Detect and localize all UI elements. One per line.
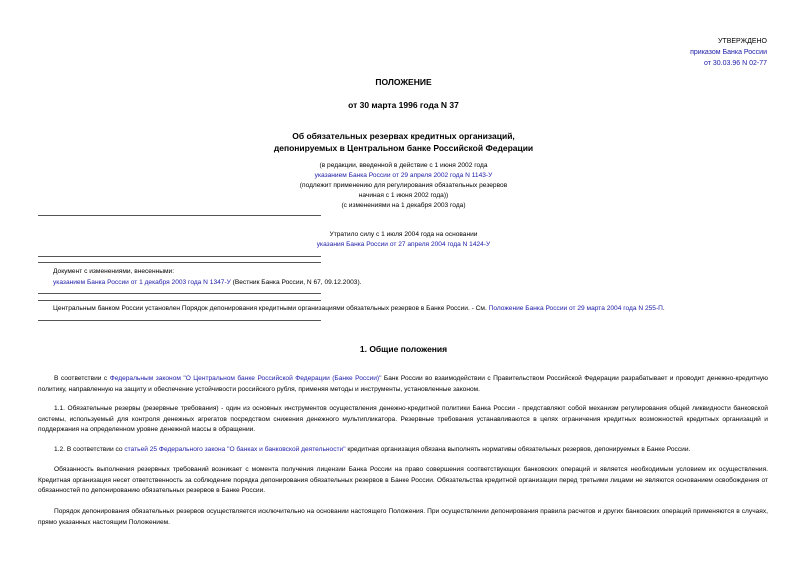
lost-force-link[interactable]: указания Банка России от 27 апреля 2004 года N 1424-У	[316, 241, 491, 248]
divider	[38, 256, 321, 257]
divider	[38, 215, 321, 216]
approved-order-link-line1[interactable]: приказом Банка России	[690, 49, 767, 56]
established-text: Центральным банком России установлен Порядок депонирования кредитными организациями обязательных резервов в Банке России. - См.	[53, 305, 489, 312]
edition-line1: (в редакции, введенной в действие с 1 июня 2002 года	[319, 162, 488, 169]
divider	[38, 320, 321, 321]
paragraph-1	[38, 374, 768, 395]
edition-line5: (с изменениями на 1 декабря 2003 года)	[341, 202, 466, 209]
changes-label: Документ с изменениями, внесенными:	[53, 268, 175, 275]
changes-note	[53, 266, 753, 288]
document-date: от 30 марта 1996 года N 37	[348, 100, 459, 110]
lost-force-note	[0, 230, 807, 250]
approved-order-link-line2[interactable]: от 30.03.96 N 02-77	[704, 60, 767, 67]
document-subject-line2: депонируемых в Центральном банке Российской Федерации	[273, 143, 534, 153]
established-note	[53, 305, 773, 314]
edition-line3: (подлежит применению для регулирования обязательных резервов	[299, 182, 508, 189]
document-heading: ПОЛОЖЕНИЕ	[375, 77, 432, 87]
p3-pre: 1.2. В соответствии со	[54, 446, 125, 453]
established-link[interactable]: Положение Банка России от 29 марта 2004 года N 255-П	[488, 305, 663, 312]
paragraph-1-1: 1.1. Обязательные резервы (резервные требования) - один из основных инструментов осуществления денежно-кредитной политики Банка России - представляют собой механизм регулирования общей ликвидности банковской системы, используемый для контроля денежных агрегатов посредством снижения денежного мультипликатора. Резервные требования устанавливаются в целях ограничения кредитных возможностей кредитных организаций и поддержания на определенном уровне денежной массы в обращении.	[38, 405, 768, 433]
approval-stamp	[690, 36, 767, 69]
edition-link[interactable]: указанием Банка России от 29 апреля 2002 года N 1143-У	[314, 172, 493, 179]
p3-law-link[interactable]: статьей 25 Федерального закона "О банках и банковской деятельности"	[124, 446, 346, 453]
changes-line	[53, 277, 753, 288]
divider	[38, 300, 321, 301]
p1-pre: В соответствии с	[54, 375, 110, 382]
document-subject-line1: Об обязательных резервах кредитных организаций,	[292, 131, 515, 141]
changes-link[interactable]: указанием Банка России от 1 декабря 2003 года N 1347-У	[53, 279, 231, 286]
p3-post: кредитная организация обязана выполнять нормативы обязательных резервов, депонируемых в Банке России.	[345, 446, 691, 453]
document-subject	[0, 130, 807, 154]
divider	[38, 293, 321, 294]
p1-post: Банк России во взаимодействии с Правительством Российской Федерации разрабатывает и проводит денежно-кредитную политику, направленную на защиту и обеспечение устойчивости российского рубля, применяя методы и инструменты, установленные законом.	[38, 375, 769, 393]
approved-label: УТВЕРЖДЕНО	[717, 38, 767, 45]
edition-note	[0, 161, 807, 211]
edition-line4: начиная с 1 июня 2002 года))	[358, 192, 449, 199]
changes-tail: (Вестник Банка России, N 67, 09.12.2003).	[230, 279, 362, 286]
divider	[38, 262, 321, 263]
paragraph-procedure: Порядок депонирования обязательных резервов осуществляется исключительно на основании настоящего Положения. При осуществлении депонирования правила расчетов и других банковских операций применяются в случаях, прямо указанных настоящим Положением.	[38, 508, 768, 526]
p1-law-link[interactable]: Федеральным законом "О Центральном банке Российской Федерации (Банке России)"	[109, 375, 382, 382]
paragraph-1-2	[38, 445, 768, 456]
lost-force-line1: Утратило силу с 1 июля 2004 года на основании	[329, 231, 478, 238]
established-tail: .	[662, 305, 665, 312]
section-title: 1. Общие положения	[359, 344, 448, 354]
paragraph-obligation: Обязанность выполнения резервных требований возникает с момента получения лицензии Банка России на право совершения соответствующих банковских операций и является необходимым условием их осуществления. Кредитная организация несет ответственность за соблюдение порядка депонирования обязательных резервов в Банке России. Обязательства кредитной организации перед третьими лицами не являются основанием освобождения от обязанностей по депонированию обязательных резервов в Банке России.	[38, 466, 768, 494]
